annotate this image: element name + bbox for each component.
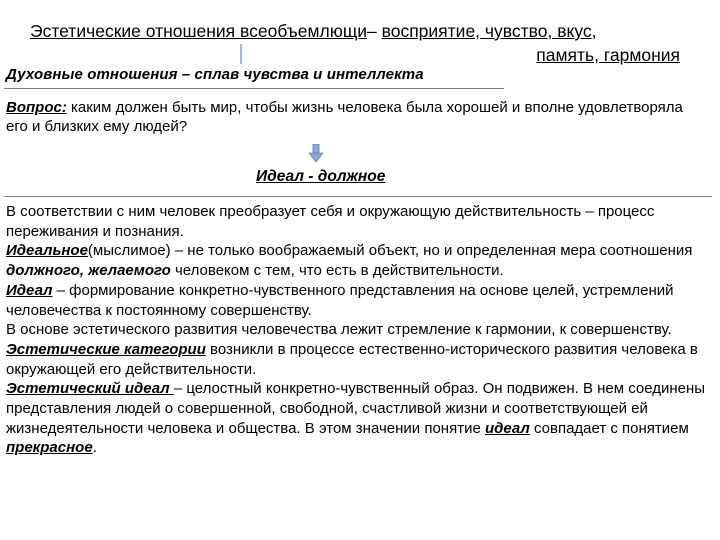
term-aesthetic-categories: Эстетические категории (6, 340, 206, 358)
paragraph-categories (6, 340, 714, 379)
header-line-2: память, гармония (536, 45, 680, 65)
ideal-heading (256, 168, 385, 186)
paragraph-ideal-definition (6, 281, 714, 320)
header-perception-list: восприятие, чувство, вкус, (381, 21, 597, 41)
paragraph-harmony: В основе эстетического развития человечества лежит стремление к гармонии, к совершенству. (6, 321, 672, 339)
question-block (6, 98, 706, 136)
connector-line (240, 44, 242, 64)
paragraph-ideal-text-a: (мыслимое) – не только воображаемый объект, но и определенная мера соотношения (87, 242, 693, 260)
spiritual-relations-heading: Духовные отношения – сплав чувства и интеллекта (6, 66, 424, 83)
term-aesthetic-ideal: Эстетический идеал (6, 380, 174, 398)
paragraph-transform: В соответствии с ним человек преобразует себя и окружающую действительность – процесс переживания и познания. (6, 203, 655, 240)
term-ideal-inline: идеал (484, 419, 530, 437)
term-ideal: Идеал (6, 281, 53, 299)
divider-top (4, 88, 504, 89)
divider-middle (4, 196, 712, 197)
paragraph-ideal-definition-text: – формирование конкретно-чувственного представления на основе целей, устремлений человечества к постоянному совершенству. (6, 281, 674, 319)
ideal-term: Идеал (256, 168, 304, 185)
paragraph-categories-text: возникли в процессе естественно-исторического развития человека в окружающей его действительности. (6, 340, 698, 378)
paragraph-aesthetic-ideal-text-a: – целостный конкретно-чувственный образ. Он подвижен. В нем соединены представления людей о совершенной, свободной, счастливой жизни и соответствующей ей жизнедеятельности человека и общества. В этом значении понятие (6, 380, 706, 437)
ideal-rest: - должное (304, 168, 386, 185)
paragraph-aesthetic-ideal-text-b: совпадает с понятием (529, 419, 689, 437)
header-line-1 (30, 20, 597, 42)
paragraph-end-period: . (92, 439, 97, 457)
body-text (6, 202, 714, 458)
term-due-desired: должного, желаемого (6, 262, 171, 280)
header-aesthetic-relations: Эстетические отношения всеобъемлющи (30, 21, 367, 41)
term-beautiful: прекрасное (6, 439, 93, 457)
question-text: каким должен быть мир, чтобы жизнь человека была хорошей и вполне удовлетворяла его и близких ему людей? (6, 99, 683, 135)
paragraph-ideal-thinkable (6, 241, 714, 280)
arrow-down-icon (309, 144, 323, 162)
paragraph-ideal-text-c: человеком с тем, что есть в действительности. (170, 262, 504, 280)
term-idealnoe: Идеальное (6, 242, 88, 260)
question-label: Вопрос: (6, 99, 67, 116)
header-dash: – (367, 21, 382, 41)
paragraph-aesthetic-ideal (6, 379, 714, 458)
